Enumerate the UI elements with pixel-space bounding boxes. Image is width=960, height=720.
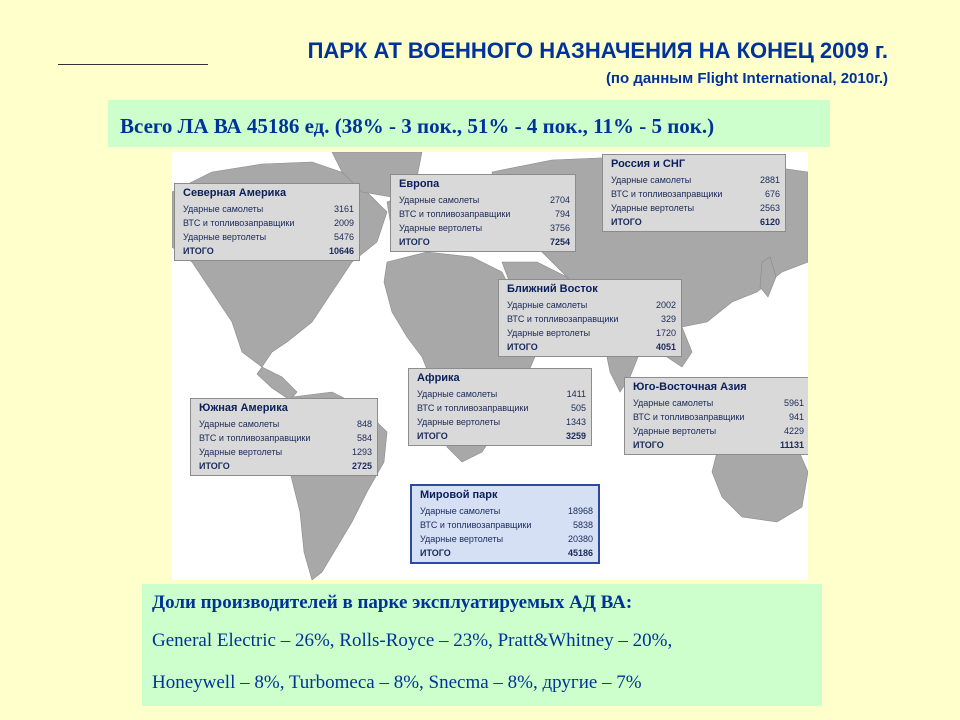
value-strike: 18968 — [567, 506, 593, 516]
value-trainers: 505 — [570, 403, 586, 413]
world-map — [172, 152, 808, 580]
region-name: Ближний Восток — [507, 283, 598, 295]
value-total: 3259 — [565, 431, 586, 441]
row-label-heli: Ударные вертолеты — [611, 203, 695, 213]
row-label-heli: Ударные вертолеты — [199, 447, 283, 457]
row-label-trainers: ВТС и топливозаправщики — [420, 520, 532, 530]
manufacturer-shares-line-1: General Electric – 26%, Rolls-Royce – 23%, Pratt&Whitney – 20%, — [152, 630, 673, 651]
value-heli: 2563 — [759, 203, 780, 213]
manufacturer-shares-box — [142, 584, 822, 706]
page-subtitle: (по данным Flight International, 2010г.) — [605, 70, 888, 87]
row-label-trainers: ВТС и топливозаправщики — [507, 314, 619, 324]
row-label-trainers: ВТС и топливозаправщики — [199, 433, 311, 443]
row-label-strike: Ударные самолеты — [199, 419, 280, 429]
value-strike: 1411 — [566, 389, 586, 399]
row-label-strike: Ударные самолеты — [399, 195, 480, 205]
row-label-total: ИТОГО — [507, 342, 538, 352]
row-label-trainers: ВТС и топливозаправщики — [399, 209, 511, 219]
region-se-asia — [624, 377, 808, 455]
value-total: 11131 — [779, 440, 804, 450]
value-heli: 1720 — [655, 328, 676, 338]
value-trainers: 794 — [554, 209, 570, 219]
row-label-heli: Ударные вертолеты — [507, 328, 591, 338]
manufacturer-shares-line-2: Honeywell – 8%, Turbomeca – 8%, Snecma – 8%, другие – 7% — [152, 672, 642, 693]
value-total: 6120 — [759, 217, 780, 227]
value-heli: 3756 — [549, 223, 570, 233]
total-summary-box — [108, 100, 830, 147]
region-middle-east — [498, 279, 682, 357]
row-label-total: ИТОГО — [420, 548, 451, 558]
value-total: 45186 — [567, 548, 593, 558]
row-label-total: ИТОГО — [633, 440, 664, 450]
value-strike: 2704 — [549, 195, 570, 205]
row-label-trainers: ВТС и топливозаправщики — [417, 403, 529, 413]
row-label-total: ИТОГО — [399, 237, 430, 247]
title-underline — [58, 64, 208, 65]
region-south-america — [190, 398, 378, 476]
row-label-total: ИТОГО — [199, 461, 230, 471]
row-label-trainers: ВТС и топливозаправщики — [183, 218, 295, 228]
region-russia-cis — [602, 154, 786, 232]
region-europe — [390, 174, 576, 252]
row-label-trainers: ВТС и топливозаправщики — [611, 189, 723, 199]
row-label-trainers: ВТС и топливозаправщики — [633, 412, 745, 422]
row-label-strike: Ударные самолеты — [183, 204, 264, 214]
value-total: 7254 — [549, 237, 570, 247]
total-summary-text: Всего ЛА ВА 45186 ед. (38% - 3 пок., 51% - 4 пок., 11% - 5 пок.) — [120, 114, 715, 138]
manufacturer-shares-heading: Доли производителей в парке эксплуатируемых АД ВА: — [152, 592, 633, 613]
value-trainers: 584 — [356, 433, 372, 443]
value-trainers: 2009 — [333, 218, 354, 228]
row-label-heli: Ударные вертолеты — [420, 534, 504, 544]
value-trainers: 329 — [660, 314, 676, 324]
row-label-total: ИТОГО — [183, 246, 214, 256]
region-name: Африка — [417, 372, 460, 384]
row-label-heli: Ударные вертолеты — [417, 417, 501, 427]
value-heli: 20380 — [567, 534, 593, 544]
row-label-heli: Ударные вертолеты — [183, 232, 267, 242]
value-trainers: 941 — [788, 412, 804, 422]
value-strike: 848 — [356, 419, 372, 429]
row-label-strike: Ударные самолеты — [417, 389, 498, 399]
row-label-total: ИТОГО — [417, 431, 448, 441]
region-name: Европа — [399, 178, 440, 190]
row-label-total: ИТОГО — [611, 217, 642, 227]
region-name: Северная Америка — [183, 187, 287, 199]
region-name: Юго-Восточная Азия — [633, 381, 747, 393]
region-name: Южная Америка — [199, 402, 288, 414]
value-strike: 2881 — [759, 175, 780, 185]
row-label-heli: Ударные вертолеты — [399, 223, 483, 233]
value-heli: 4229 — [783, 426, 804, 436]
region-africa — [408, 368, 592, 446]
row-label-strike: Ударные самолеты — [611, 175, 692, 185]
row-label-strike: Ударные самолеты — [420, 506, 501, 516]
region-north-america — [174, 183, 360, 261]
value-trainers: 676 — [764, 189, 780, 199]
region-name: Россия и СНГ — [611, 158, 686, 170]
value-heli: 1293 — [351, 447, 372, 457]
row-label-heli: Ударные вертолеты — [633, 426, 717, 436]
value-total: 2725 — [351, 461, 372, 471]
page-title: ПАРК АТ ВОЕННОГО НАЗНАЧЕНИЯ НА КОНЕЦ 2009 г. — [307, 38, 888, 63]
value-heli: 5476 — [333, 232, 354, 242]
value-trainers: 5838 — [572, 520, 593, 530]
value-total: 4051 — [655, 342, 676, 352]
row-label-strike: Ударные самолеты — [633, 398, 714, 408]
value-strike: 3161 — [333, 204, 354, 214]
region-world-fleet — [410, 484, 600, 564]
value-strike: 5961 — [783, 398, 804, 408]
region-name: Мировой парк — [420, 489, 498, 501]
row-label-strike: Ударные самолеты — [507, 300, 588, 310]
value-strike: 2002 — [655, 300, 676, 310]
value-total: 10646 — [328, 246, 354, 256]
value-heli: 1343 — [565, 417, 586, 427]
